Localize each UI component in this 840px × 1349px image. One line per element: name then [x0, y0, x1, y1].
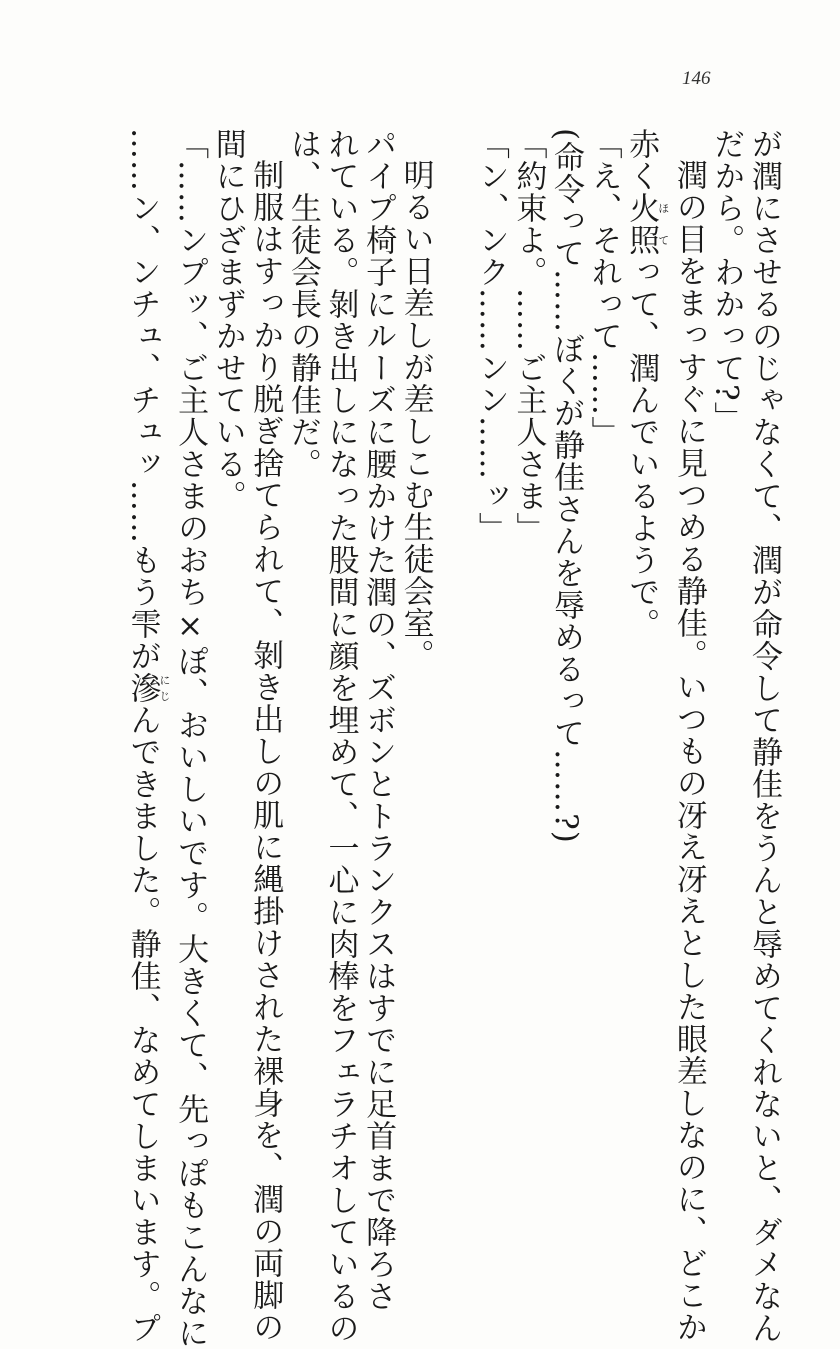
paragraph [622, 128, 670, 1128]
paragraph-text: ……ン、ンチュ、チュッ……もう雫が [124, 128, 161, 672]
ruby-base: 滲 [124, 672, 161, 704]
ruby-reading: ほて [656, 192, 670, 256]
paragraph: 間にひざまずかせている。 [209, 128, 246, 512]
ruby-base: 火照 [623, 192, 660, 256]
ruby-annotation [623, 192, 670, 256]
paragraph: 明るい日差しが差しこむ生徒会室。 [397, 159, 434, 671]
ruby-annotation [124, 672, 171, 704]
paragraph-text: んできました。静佳、なめてしまいます。プ [124, 704, 161, 1344]
paragraph-text: って、潤んでいるようで。 [623, 256, 660, 640]
paragraph: パイプ椅子にルーズに腰かけた潤の、ズボンとトランクスはすでに足首まで降ろさ [360, 128, 397, 1312]
paragraph [123, 128, 171, 1344]
paragraph: 「ン、ンク……ンン……ッ」 [472, 128, 509, 544]
vertical-text-body [62, 128, 782, 1349]
page-number: 146 [682, 68, 711, 89]
paragraph: れている。剝き出しになった股間に顔を埋めて、一心に肉棒をフェラチオしているの [322, 128, 359, 1344]
paragraph: が潤にさせるのじゃなくて、潤が命令して静佳をうんと辱めてくれないと、ダメなん [746, 128, 782, 1344]
paragraph: (命令って……ぼくが静佳さんを辱めるって……?) [548, 128, 585, 844]
paragraph: 「約束よ。……ご主人さま」 [510, 128, 547, 544]
paragraph: だから。わかって?」 [708, 128, 745, 434]
paragraph: は、生徒会長の静佳だ。 [284, 128, 321, 480]
paragraph: 「……ンプッ、ご主人さまのおち×ぽ、おいしいです。大きくて、先っぽもこんなに [172, 128, 209, 1349]
paragraph: 「え、それって……」 [585, 128, 622, 448]
paragraph: 制服はすっかり脱ぎ捨てられて、剝き出しの肌に縄掛けされた裸身を、潤の両脚の [247, 159, 284, 1343]
ruby-reading: にじ [158, 672, 171, 704]
paragraph-text: 赤く [623, 128, 660, 192]
paragraph: 潤の目をまっすぐに見つめる静佳。いつもの冴え冴えとした眼差しなのに、どこか [670, 159, 707, 1343]
